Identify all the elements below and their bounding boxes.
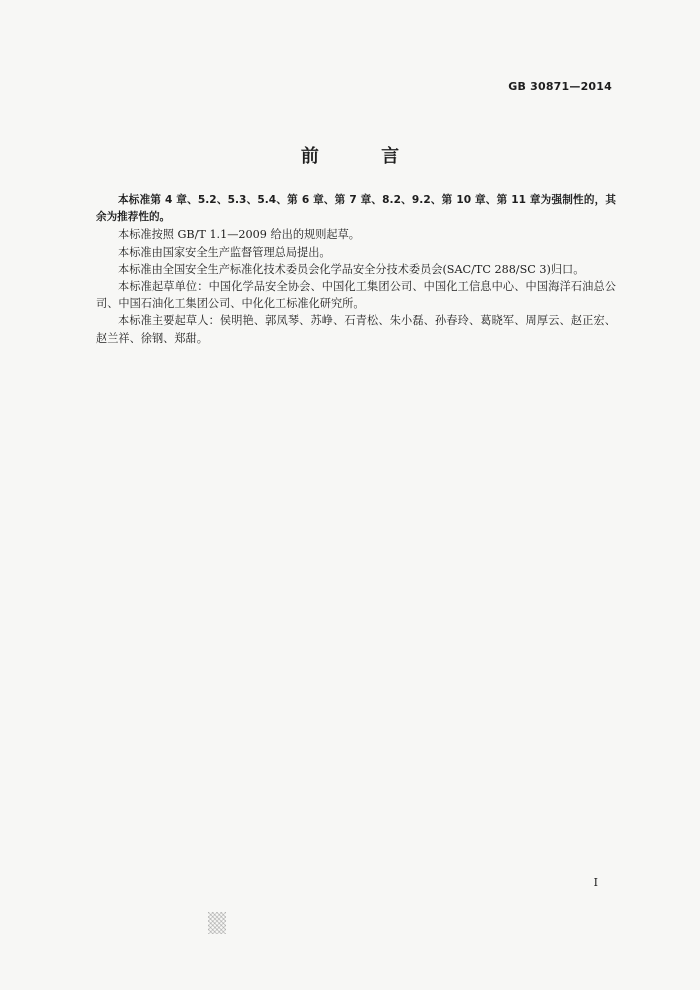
scan-stamp-mark	[208, 912, 226, 934]
page-title: 前 言	[300, 146, 428, 167]
paragraph-jurisdiction: 本标准由全国安全生产标准化技术委员会化学品安全分技术委员会(SAC/TC 288/SC 3)归口。	[118, 262, 585, 276]
paragraph-drafters: 本标准主要起草人：侯明艳、郭凤琴、苏峥、石青松、朱小磊、孙春玲、葛晓军、周厚云、赵正宏、赵兰祥、徐钢、郑甜。	[96, 314, 616, 345]
paragraph-proposer: 本标准由国家安全生产监督管理总局提出。	[118, 245, 331, 259]
paragraph-drafting-units: 本标准起草单位：中国化学品安全协会、中国化工集团公司、中国化工信息中心、中国海洋石油总公司、中国石油化工集团公司、中化化工标准化研究所。	[96, 280, 616, 311]
standard-number: GB 30871—2014	[508, 80, 612, 93]
foreword-body	[96, 192, 616, 347]
page-number: I	[593, 876, 598, 889]
paragraph-drafting-rules: 本标准按照 GB/T 1.1—2009 给出的规则起草。	[118, 228, 360, 242]
paragraph-mandatory-clauses: 本标准第 4 章、5.2、5.3、5.4、第 6 章、第 7 章、8.2、9.2、第 10 章、第 11 章为强制性的，其余为推荐性的。	[96, 194, 616, 224]
